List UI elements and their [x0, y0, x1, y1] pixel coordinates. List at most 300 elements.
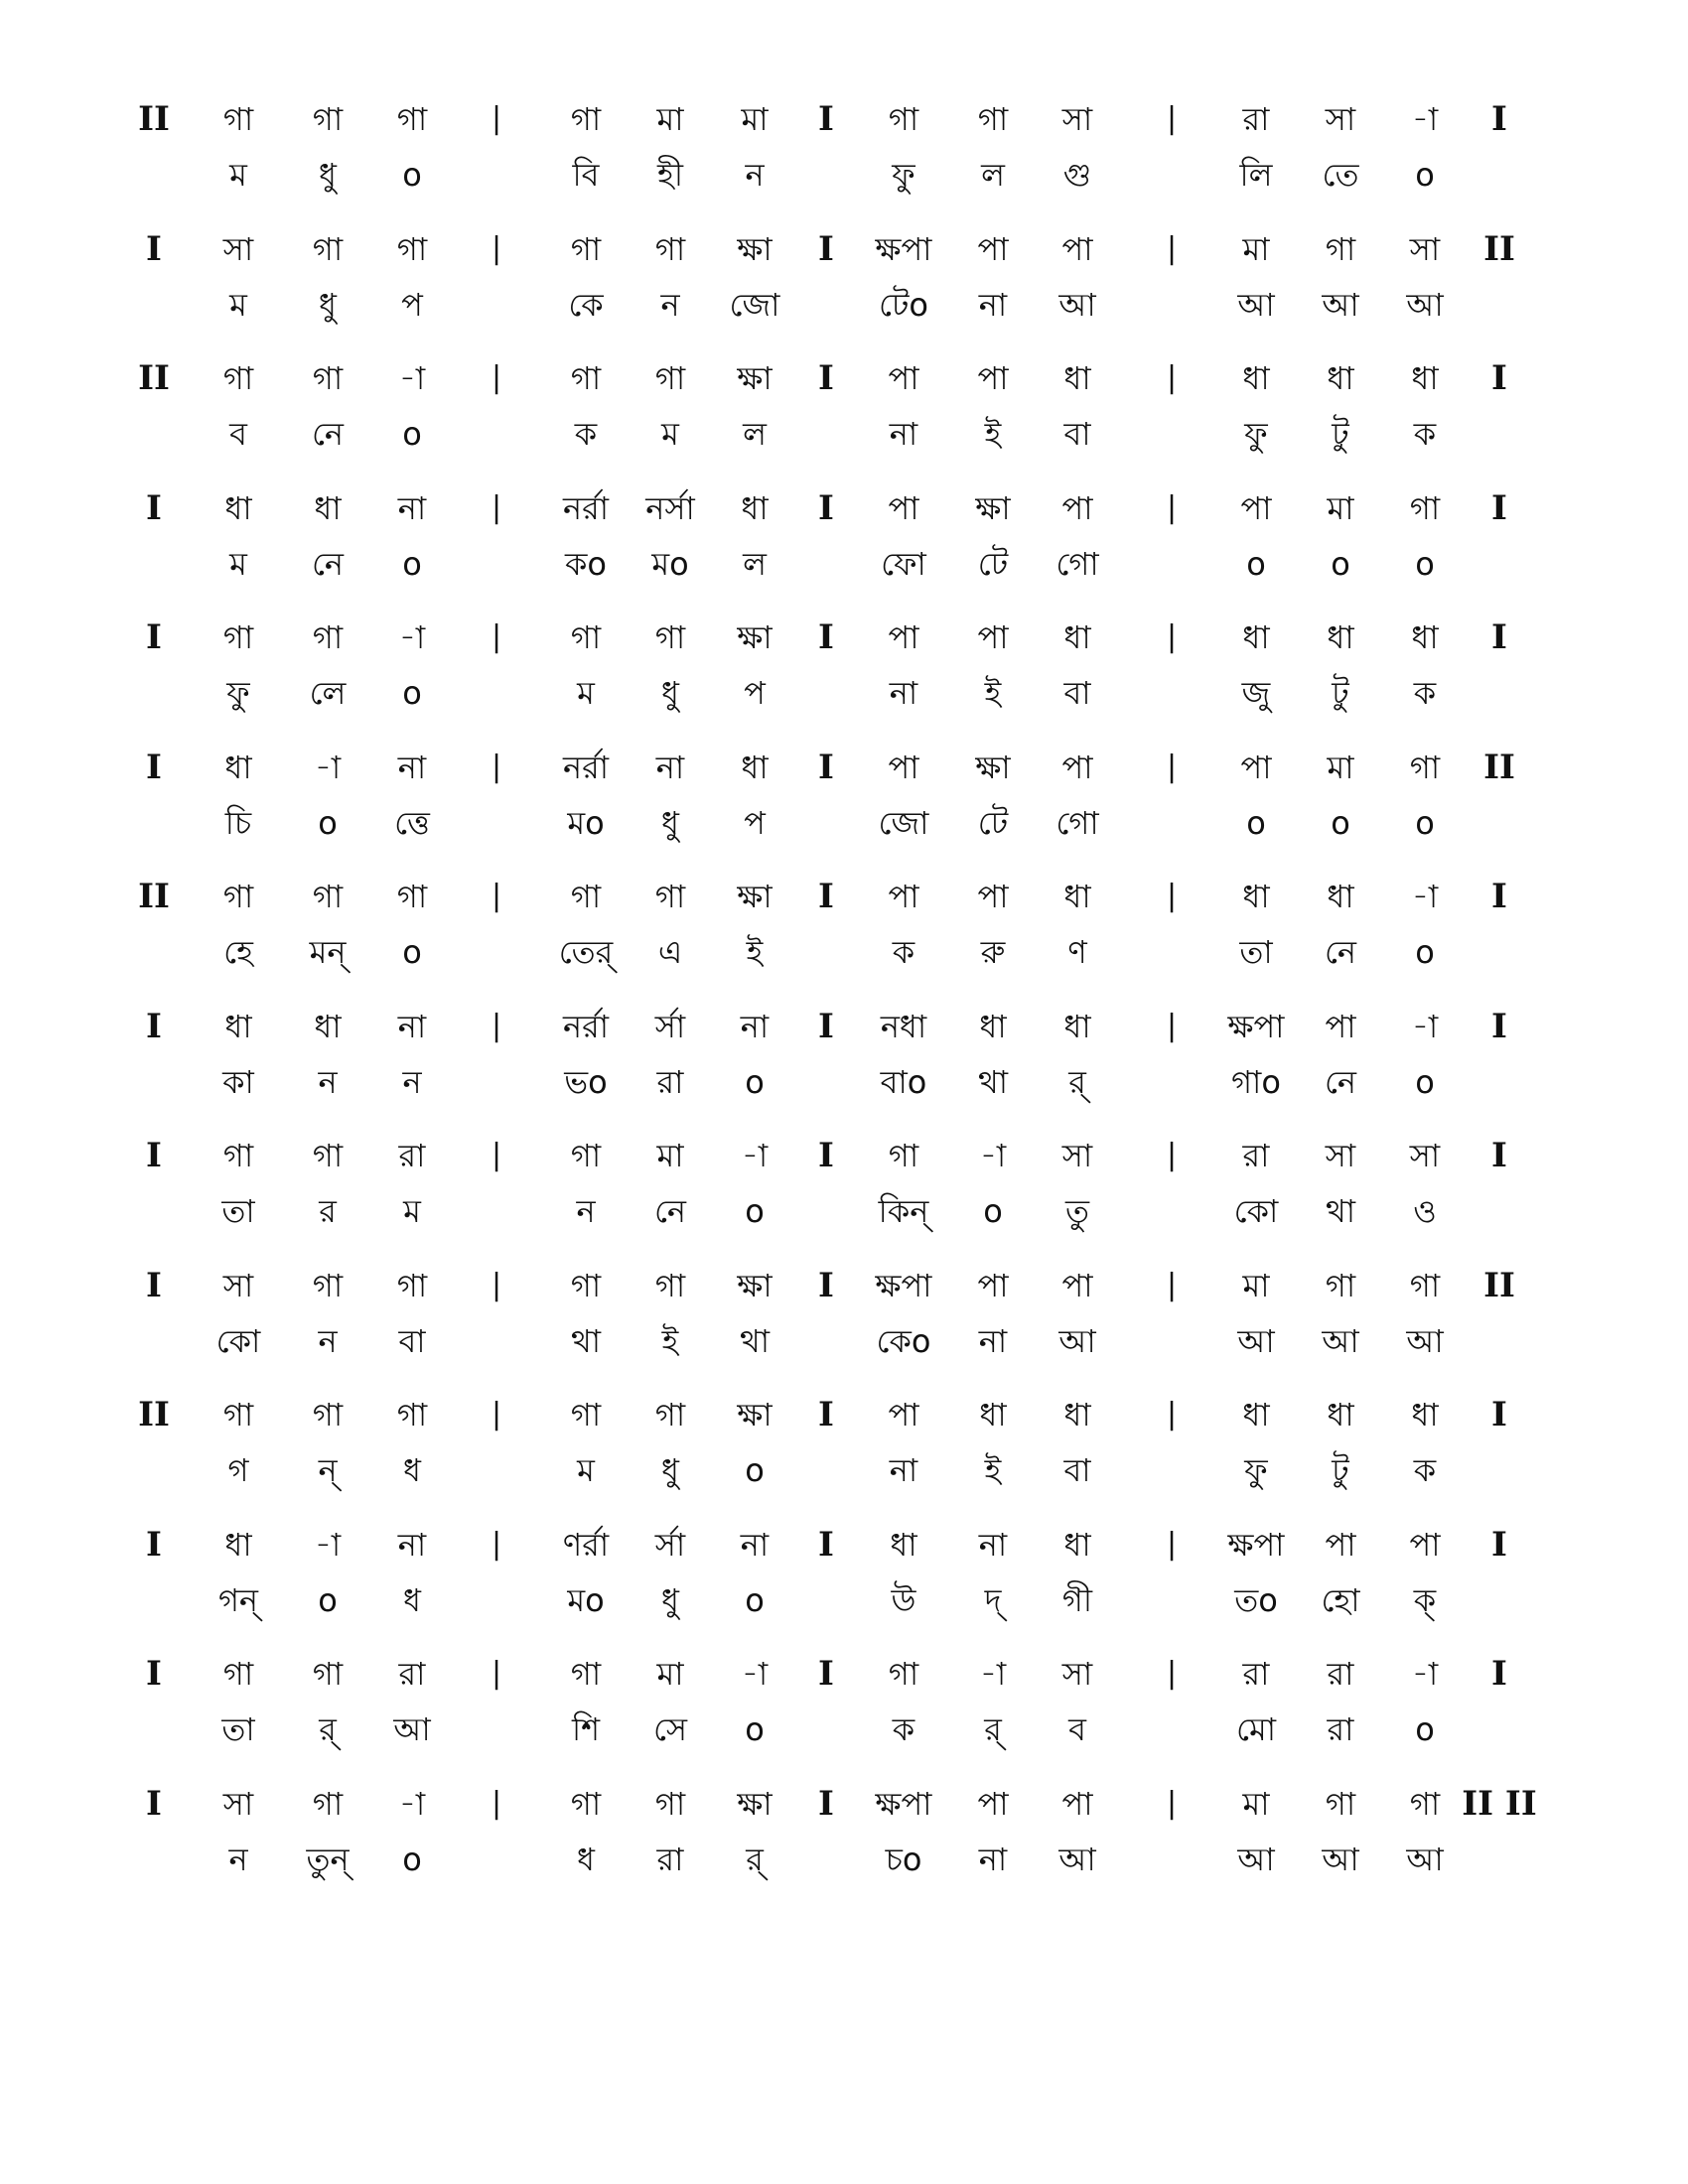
swara-note: পা — [888, 748, 919, 786]
bar-line: I — [146, 487, 162, 528]
lyric-syllable: আ — [1322, 1840, 1359, 1878]
lyric-syllable: ম — [229, 285, 247, 324]
lyric-syllable: এ — [657, 933, 683, 971]
lyric-syllable: থা — [739, 1321, 770, 1360]
notation-row — [0, 1136, 1688, 1255]
swara-note: -া — [398, 359, 426, 397]
swara-note: ধা — [224, 1525, 252, 1564]
swara-note: নর্রা — [563, 488, 609, 527]
lyric-syllable: জু — [1241, 674, 1271, 712]
lyric-syllable: o — [745, 1062, 765, 1101]
swara-note: গা — [1325, 229, 1356, 268]
swara-note: ধা — [979, 1007, 1007, 1045]
swara-note: গা — [312, 618, 344, 656]
swara-note: গা — [1325, 1266, 1356, 1304]
bar-line: | — [1166, 1138, 1178, 1172]
swara-note: ক্ষা — [737, 618, 773, 656]
notation-row — [0, 1007, 1688, 1126]
lyric-syllable: বা — [398, 1321, 426, 1360]
lyric-syllable: বা — [1063, 674, 1091, 712]
lyric-syllable: ক — [574, 415, 598, 453]
lyric-syllable: গন্ — [217, 1580, 259, 1619]
lyric-syllable: বি — [572, 156, 600, 194]
notation-row — [0, 1654, 1688, 1773]
lyric-syllable: চo — [885, 1840, 922, 1878]
swara-note: মা — [1242, 1784, 1270, 1823]
lyric-syllable: জো — [878, 803, 929, 842]
lyric-syllable: o — [402, 156, 422, 194]
swara-note: গা — [396, 100, 428, 138]
bar-line: I — [818, 747, 834, 787]
swara-note: গা — [570, 100, 602, 138]
bar-line: | — [491, 360, 502, 395]
swara-note: ক্ষপা — [875, 1266, 932, 1304]
lyric-syllable: র্ — [984, 1710, 1002, 1748]
lyric-syllable: ফু — [1244, 1451, 1268, 1489]
lyric-syllable: ধ — [403, 1451, 421, 1489]
swara-note: ধা — [1063, 618, 1091, 656]
bar-line: | — [1166, 1656, 1178, 1691]
lyric-syllable: o — [318, 1580, 338, 1619]
lyric-syllable: ধু — [661, 803, 679, 842]
lyric-syllable: নে — [311, 544, 345, 583]
lyric-syllable: ক — [1413, 415, 1437, 453]
bar-line: I — [146, 1524, 162, 1565]
lyric-syllable: ধু — [661, 1451, 679, 1489]
swara-note: -া — [1411, 100, 1439, 138]
lyric-syllable: কিন্ — [878, 1192, 929, 1230]
lyric-syllable: ই — [984, 1451, 1002, 1489]
lyric-syllable: শি — [571, 1710, 601, 1748]
swara-note: গা — [222, 618, 254, 656]
bar-line: | — [491, 1397, 502, 1432]
bar-line: | — [1166, 1397, 1178, 1432]
swara-note: পা — [1061, 1266, 1093, 1304]
lyric-syllable: রা — [1327, 1710, 1354, 1748]
lyric-syllable: লে — [309, 674, 347, 712]
swara-note: মা — [1327, 488, 1354, 527]
swara-note: গা — [654, 1396, 686, 1433]
lyric-syllable: আ — [1058, 285, 1096, 324]
swara-note: ধা — [1242, 1396, 1270, 1433]
swara-note: -া — [741, 1137, 769, 1174]
lyric-syllable: মo — [567, 803, 605, 842]
lyric-syllable: ন — [228, 1840, 248, 1878]
swara-note: গা — [977, 100, 1009, 138]
swara-note: গা — [222, 359, 254, 397]
lyric-syllable: আ — [1406, 1840, 1444, 1878]
notation-row — [0, 1266, 1688, 1385]
swara-note: সা — [1061, 100, 1093, 138]
lyric-syllable: না — [889, 415, 918, 453]
notation-row — [0, 99, 1688, 218]
lyric-syllable: ম — [229, 156, 247, 194]
swara-note: গা — [654, 878, 686, 915]
swara-note: গা — [312, 359, 344, 397]
bar-line: I — [818, 1783, 834, 1824]
lyric-syllable: o — [1415, 803, 1435, 842]
swara-note: ধা — [1327, 878, 1354, 915]
lyric-syllable: o — [745, 1580, 765, 1619]
lyric-syllable: আ — [393, 1710, 431, 1748]
lyric-syllable: ন্ — [318, 1451, 338, 1489]
bar-line: | — [491, 101, 502, 136]
lyric-syllable: টু — [1332, 415, 1349, 453]
bar-line: II — [138, 99, 170, 139]
swara-note: গা — [222, 100, 254, 138]
bar-line: I — [1491, 877, 1507, 916]
swara-note: ধা — [1327, 1396, 1354, 1433]
notation-row — [0, 748, 1688, 867]
bar-line: I — [818, 1654, 834, 1694]
swara-note: ক্ষা — [737, 878, 773, 915]
lyric-syllable: ন — [745, 156, 765, 194]
swara-note: সা — [1325, 1137, 1356, 1174]
swara-note: পা — [1061, 488, 1093, 527]
swara-note: পা — [888, 878, 919, 915]
bar-line: I — [146, 617, 162, 657]
swara-note: ধা — [224, 748, 252, 786]
bar-line: II — [138, 1395, 170, 1434]
bar-line: I — [1491, 358, 1507, 398]
lyric-syllable: o — [1246, 803, 1266, 842]
swara-note: ধা — [1242, 618, 1270, 656]
swara-note: গা — [312, 1266, 344, 1304]
swara-note: সা — [1061, 1137, 1093, 1174]
lyric-syllable: ক্ — [1413, 1580, 1437, 1619]
lyric-syllable: ক — [892, 1710, 915, 1748]
swara-note: ধা — [1063, 878, 1091, 915]
bar-line: | — [491, 1656, 502, 1691]
swara-note: গা — [222, 878, 254, 915]
lyric-syllable: না — [978, 1840, 1008, 1878]
lyric-syllable: র্ — [1068, 1062, 1086, 1101]
lyric-syllable: o — [1415, 1710, 1435, 1748]
lyric-syllable: ন — [576, 1192, 596, 1230]
lyric-syllable: o — [318, 803, 338, 842]
swara-note: না — [655, 748, 685, 786]
swara-note: -া — [979, 1655, 1007, 1693]
lyric-syllable: o — [1246, 544, 1266, 583]
swara-note: গা — [570, 618, 602, 656]
lyric-syllable: ম — [577, 1451, 595, 1489]
swara-note: ক্ষপা — [875, 229, 932, 268]
lyric-syllable: ধু — [319, 156, 337, 194]
lyric-syllable: o — [745, 1710, 765, 1748]
lyric-syllable: হে — [223, 933, 253, 971]
lyric-syllable: o — [745, 1192, 765, 1230]
lyric-syllable: ন — [660, 285, 680, 324]
lyric-syllable: মো — [1235, 1710, 1277, 1748]
bar-line: | — [491, 1785, 502, 1821]
lyric-syllable: নে — [1324, 1062, 1357, 1101]
swara-note: ক্ষা — [737, 1396, 773, 1433]
lyric-syllable: ন — [318, 1321, 338, 1360]
lyric-syllable: গো — [1055, 803, 1099, 842]
swara-note: না — [397, 748, 427, 786]
lyric-syllable: নে — [653, 1192, 687, 1230]
lyric-syllable: গো — [1055, 544, 1099, 583]
lyric-syllable: গু — [1062, 156, 1092, 194]
swara-note: ধা — [1063, 1007, 1091, 1045]
bar-line: | — [491, 879, 502, 913]
bar-line: | — [491, 230, 502, 266]
bar-line: I — [818, 1136, 834, 1175]
swara-note: গা — [654, 1784, 686, 1823]
swara-note: সা — [1409, 229, 1441, 268]
swara-note: ধা — [1063, 359, 1091, 397]
lyric-syllable: আ — [1322, 1321, 1359, 1360]
lyric-syllable: হো — [1321, 1580, 1360, 1619]
swara-note: গা — [888, 1137, 919, 1174]
swara-note: ধা — [224, 488, 252, 527]
swara-note: -া — [1411, 878, 1439, 915]
bar-line: I — [146, 1006, 162, 1046]
swara-note: র্সা — [654, 1007, 686, 1045]
swara-note: -া — [741, 1655, 769, 1693]
lyric-syllable: গী — [1061, 1580, 1093, 1619]
bar-line: I — [818, 99, 834, 139]
lyric-syllable: তে — [1322, 156, 1359, 194]
swara-note: ধা — [890, 1525, 917, 1564]
lyric-syllable: আ — [1406, 1321, 1444, 1360]
lyric-syllable: ফু — [892, 156, 915, 194]
lyric-syllable: আ — [1237, 1321, 1275, 1360]
lyric-syllable: দ্ — [984, 1580, 1002, 1619]
lyric-syllable: বা — [1063, 415, 1091, 453]
swara-note: -া — [1411, 1655, 1439, 1693]
swara-note: গা — [570, 1784, 602, 1823]
swara-note: ধা — [741, 488, 769, 527]
swara-note: রা — [1242, 1137, 1270, 1174]
lyric-syllable: আ — [1058, 1321, 1096, 1360]
lyric-syllable: নে — [311, 415, 345, 453]
lyric-syllable: o — [1331, 544, 1350, 583]
lyric-syllable: রা — [656, 1840, 684, 1878]
notation-row — [0, 1395, 1688, 1514]
swara-note: -া — [979, 1137, 1007, 1174]
notation-row — [0, 1525, 1688, 1644]
swara-note: মা — [1242, 229, 1270, 268]
bar-line: I — [818, 358, 834, 398]
lyric-syllable: র্ — [746, 1840, 764, 1878]
lyric-syllable: থা — [570, 1321, 601, 1360]
swara-note: সা — [1409, 1137, 1441, 1174]
lyric-syllable: ন — [402, 1062, 422, 1101]
swara-note: মা — [656, 100, 684, 138]
lyric-syllable: o — [402, 674, 422, 712]
bar-line: II — [1483, 1265, 1515, 1305]
swara-note: না — [397, 488, 427, 527]
lyric-syllable: তু — [1064, 1192, 1089, 1230]
lyric-syllable: কো — [215, 1321, 261, 1360]
swara-note: ধা — [1063, 1525, 1091, 1564]
bar-line: I — [818, 617, 834, 657]
swara-note: গা — [222, 1396, 254, 1433]
swara-note: মা — [656, 1655, 684, 1693]
swara-note: রা — [398, 1137, 426, 1174]
lyric-syllable: টেo — [879, 285, 928, 324]
swara-note: পা — [888, 359, 919, 397]
lyric-syllable: তের্ — [558, 933, 614, 971]
lyric-syllable: ফো — [881, 544, 926, 583]
swara-note: র্সা — [654, 1525, 686, 1564]
swara-note: মা — [1327, 748, 1354, 786]
lyric-syllable: তা — [221, 1192, 255, 1230]
lyric-syllable: ত্তে — [394, 803, 430, 842]
bar-line: I — [1491, 1654, 1507, 1694]
swara-note: সা — [1061, 1655, 1093, 1693]
bar-line: II — [1483, 747, 1515, 787]
swara-note: সা — [222, 229, 254, 268]
lyric-syllable: থা — [1325, 1192, 1355, 1230]
lyric-syllable: ন — [318, 1062, 338, 1101]
swara-note: -া — [314, 1525, 342, 1564]
lyric-syllable: রা — [656, 1062, 684, 1101]
swara-note: -া — [1411, 1007, 1439, 1045]
notation-row — [0, 488, 1688, 608]
swara-note: সা — [1325, 100, 1356, 138]
lyric-syllable: আ — [1322, 285, 1359, 324]
lyric-syllable: র — [319, 1192, 337, 1230]
lyric-syllable: ক — [892, 933, 915, 971]
lyric-syllable: ধু — [661, 674, 679, 712]
lyric-syllable: তা — [221, 1710, 255, 1748]
lyric-syllable: কা — [222, 1062, 254, 1101]
swara-note: মা — [656, 1137, 684, 1174]
swara-note: না — [397, 1525, 427, 1564]
swara-note: সা — [222, 1266, 254, 1304]
lyric-syllable: রু — [980, 933, 1006, 971]
swara-note: গা — [570, 1396, 602, 1433]
swara-note: ধা — [224, 1007, 252, 1045]
lyric-syllable: o — [1415, 1062, 1435, 1101]
lyric-syllable: তo — [1234, 1580, 1278, 1619]
swara-note: গা — [396, 878, 428, 915]
lyric-syllable: ক — [1413, 1451, 1437, 1489]
lyric-syllable: ম — [661, 415, 679, 453]
bar-line: I — [146, 747, 162, 787]
lyric-syllable: বা — [1063, 1451, 1091, 1489]
bar-line: | — [491, 1526, 502, 1562]
swara-note: ণর্রা — [562, 1525, 610, 1564]
swara-note: পা — [1409, 1525, 1441, 1564]
bar-line: I — [818, 1395, 834, 1434]
lyric-syllable: ল — [981, 156, 1005, 194]
bar-line: | — [1166, 1526, 1178, 1562]
swara-note: ক্ষা — [737, 1266, 773, 1304]
lyric-syllable: থা — [977, 1062, 1008, 1101]
swara-note: ক্ষা — [737, 359, 773, 397]
swara-note: গা — [312, 1137, 344, 1174]
lyric-syllable: না — [889, 674, 918, 712]
lyric-syllable: কো — [1233, 1192, 1279, 1230]
swara-note: ক্ষপা — [1227, 1525, 1285, 1564]
swara-note: গা — [570, 359, 602, 397]
lyric-syllable: ধু — [661, 1580, 679, 1619]
lyric-syllable: ধ — [577, 1840, 595, 1878]
swara-note: মা — [741, 100, 769, 138]
swara-note: গা — [1409, 1784, 1441, 1823]
swara-note: গা — [1409, 1266, 1441, 1304]
lyric-syllable: না — [978, 1321, 1008, 1360]
lyric-syllable: ম — [403, 1192, 421, 1230]
swara-note: -া — [314, 748, 342, 786]
swara-note: গা — [888, 100, 919, 138]
lyric-syllable: ই — [984, 415, 1002, 453]
lyric-syllable: নে — [1324, 933, 1357, 971]
lyric-syllable: টে — [977, 803, 1009, 842]
lyric-syllable: মo — [651, 544, 689, 583]
lyric-syllable: ধ — [403, 1580, 421, 1619]
swara-note: ধা — [1411, 359, 1439, 397]
swara-note: পা — [1240, 748, 1272, 786]
bar-line: II — [138, 358, 170, 398]
bar-line: I — [1491, 1006, 1507, 1046]
bar-line: I — [146, 1783, 162, 1824]
swara-note: গা — [312, 229, 344, 268]
lyric-syllable: ল — [743, 544, 767, 583]
swara-note: পা — [1061, 229, 1093, 268]
swara-note: রা — [1242, 100, 1270, 138]
lyric-syllable: টে — [977, 544, 1009, 583]
bar-line: I — [1491, 487, 1507, 528]
lyric-syllable: মo — [567, 1580, 605, 1619]
lyric-syllable: o — [1331, 803, 1350, 842]
lyric-syllable: না — [889, 1451, 918, 1489]
lyric-syllable: o — [402, 415, 422, 453]
swara-note: ধা — [1411, 618, 1439, 656]
lyric-syllable: o — [402, 1840, 422, 1878]
swara-note: পা — [888, 618, 919, 656]
bar-line: | — [1166, 1785, 1178, 1821]
lyric-syllable: o — [402, 544, 422, 583]
swara-note: নর্রা — [563, 748, 609, 786]
lyric-syllable: না — [978, 285, 1008, 324]
swara-note: গা — [654, 229, 686, 268]
lyric-syllable: লি — [1239, 156, 1273, 194]
lyric-syllable: ব — [229, 415, 247, 453]
bar-line: | — [1166, 749, 1178, 784]
swara-note: ধা — [314, 488, 342, 527]
swara-note: সা — [222, 1784, 254, 1823]
swara-note: পা — [1325, 1007, 1356, 1045]
bar-line: I — [146, 1136, 162, 1175]
lyric-syllable: তা — [1239, 933, 1273, 971]
swara-note: গা — [312, 878, 344, 915]
swara-note: গা — [654, 618, 686, 656]
bar-line: I — [818, 1524, 834, 1565]
swara-note: গা — [570, 1266, 602, 1304]
swara-note: ক্ষা — [975, 488, 1011, 527]
swara-note: পা — [977, 618, 1009, 656]
bar-line: I — [818, 877, 834, 916]
swara-note: ক্ষপা — [1227, 1007, 1285, 1045]
swara-note: গা — [654, 1266, 686, 1304]
swara-note: ধা — [314, 1007, 342, 1045]
bar-line: I — [146, 1654, 162, 1694]
bar-line: II II — [1462, 1783, 1537, 1824]
bar-line: I — [1491, 617, 1507, 657]
bar-line: | — [1166, 360, 1178, 395]
swara-note: পা — [1240, 488, 1272, 527]
swara-note: নর্সা — [645, 488, 695, 527]
notation-row — [0, 358, 1688, 478]
swara-note: গা — [312, 1655, 344, 1693]
bar-line: I — [818, 228, 834, 269]
lyric-syllable: o — [983, 1192, 1003, 1230]
swara-note: গা — [222, 1655, 254, 1693]
